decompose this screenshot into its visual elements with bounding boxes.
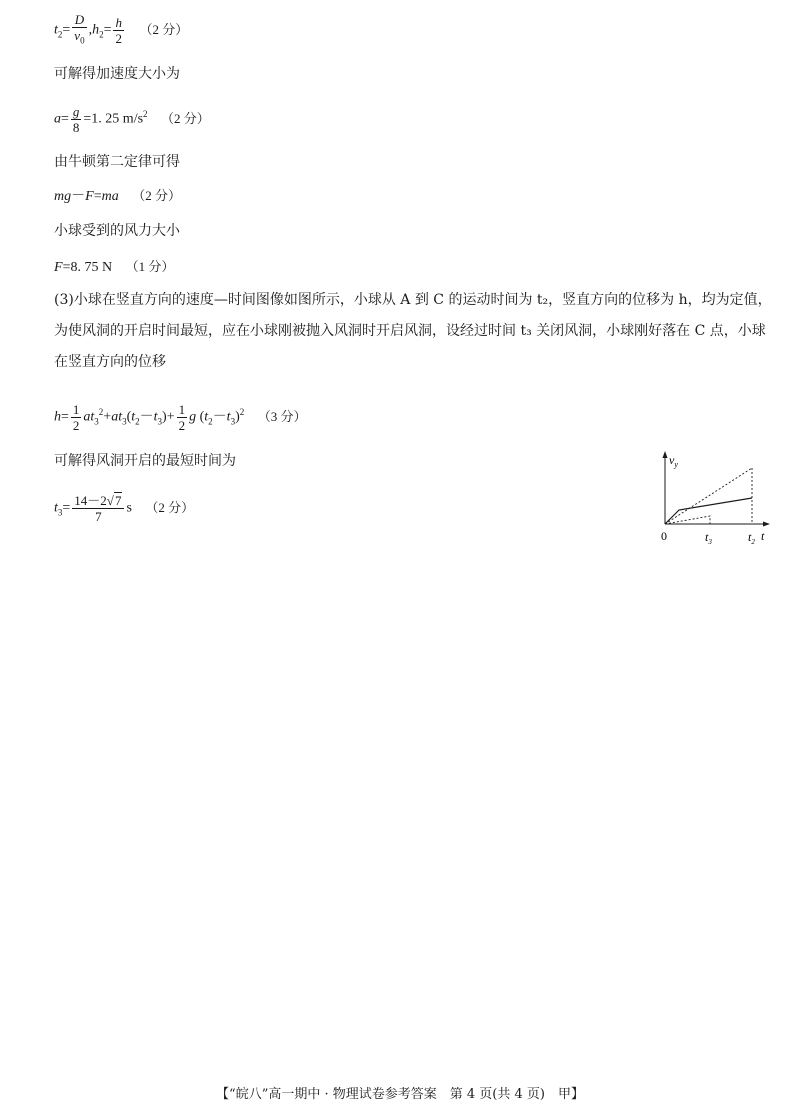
score-label: （2 分）	[145, 499, 195, 515]
origin-label: 0	[661, 529, 667, 543]
equation-wind-force: F=8. 75 N （1 分）	[54, 259, 175, 275]
x-axis-label: t	[761, 529, 765, 543]
text-line: 可解得加速度大小为	[54, 66, 180, 82]
score-label: （2 分）	[132, 188, 181, 203]
t3-label: $t_3$	[705, 530, 712, 546]
equation-t3: $t_3=$ $\frac{14-2√7}{7}$ s （2 分）	[54, 493, 195, 524]
x-axis-arrow	[763, 522, 770, 527]
y-axis-label: $v_y$	[669, 453, 678, 469]
score-label: （1 分）	[125, 259, 175, 274]
score-label: （2 分）	[139, 21, 189, 37]
equation-t2-h2: $t_2=$ $\frac{D}{v_0}$ $,h_2=$ $\frac{h}{2}$ （2 分）	[54, 12, 189, 46]
score-label: （2 分）	[161, 110, 210, 126]
text-line: 可解得风洞开启的最短时间为	[54, 453, 236, 469]
solid-velocity-line	[665, 498, 752, 524]
equation-acceleration: a= $\frac{g}{8}$ =1. 25 $m/s^2$ （2 分）	[54, 104, 210, 135]
t2-label: $t_2$	[748, 530, 755, 546]
text-line: 小球受到的风力大小	[54, 223, 180, 239]
dashed-velocity-line	[665, 468, 752, 524]
equation-newton: mg－F=ma （2 分）	[54, 188, 181, 204]
text-line: 由牛顿第二定律可得	[54, 154, 180, 170]
velocity-time-graph	[655, 448, 775, 548]
paragraph-part3: (3)小球在竖直方向的速度—时间图像如图所示，小球从 A 到 C 的运动时间为 t₂，竖直方向的位移为 h，均为定值，为使风洞的开启时间最短，应在小球刚被抛入风洞时开启风洞，设经过时间 t₃ 关闭风洞，小球刚好落在 C 点，小球在竖直方向的位移	[54, 292, 772, 370]
page-footer: 【“皖八”高一期中 · 物理试卷参考答案 第 4 页(共 4 页) 甲】	[216, 1087, 584, 1102]
equation-displacement: h= $\frac{1}{2}$ $at_3^2+at_3(t_2-t_3)+$ $\frac{1}{2}$ g $(t_2-t_3)^2$ （3 分）	[54, 402, 307, 433]
y-axis-arrow	[663, 451, 668, 458]
score-label: （3 分）	[257, 408, 307, 424]
